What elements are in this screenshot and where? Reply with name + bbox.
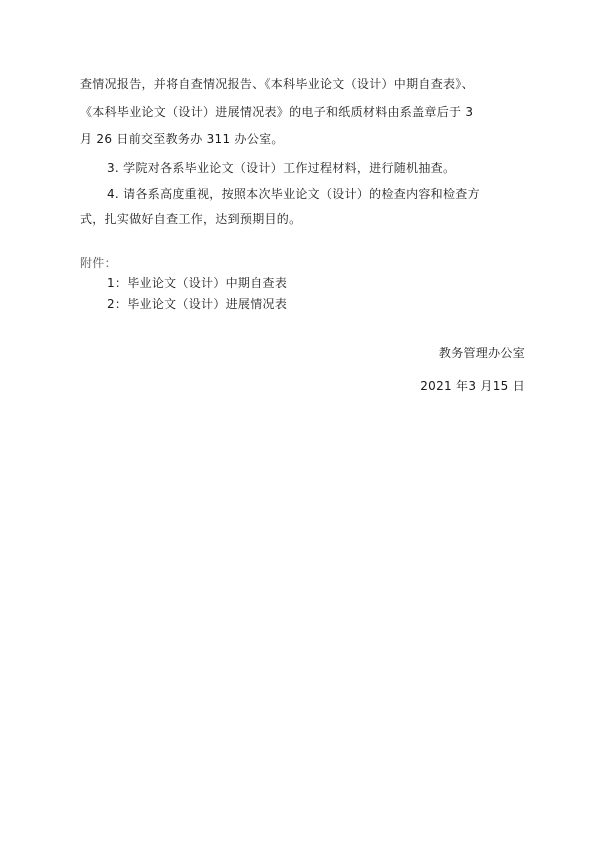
- body-text-line-3: 月 26 日前交至教务办 311 办公室。: [80, 132, 284, 146]
- attachments-label: 附件：: [80, 256, 117, 270]
- body-text-line-2: 《本科毕业论文（设计）进展情况表》的电子和纸质材料由系盖章后于 3: [80, 105, 474, 119]
- attachment-item-1: 1：毕业论文（设计）中期自查表: [107, 276, 288, 290]
- signature-office: 教务管理办公室: [438, 346, 525, 360]
- attachment-item-2: 2：毕业论文（设计）进展情况表: [107, 297, 288, 311]
- item-4-text-line-2: 式，扎实做好自查工作，达到预期目的。: [80, 212, 302, 226]
- item-4-text-line-1: 4. 请各系高度重视，按照本次毕业论文（设计）的检查内容和检查方: [107, 187, 480, 201]
- signature-date: 2021 年3 月15 日: [420, 379, 525, 393]
- item-3-text: 3. 学院对各系毕业论文（设计）工作过程材料，进行随机抽查。: [107, 161, 456, 175]
- body-text-line-1: 查情况报告，并将自查情况报告、《本科毕业论文（设计）中期自查表》、: [80, 77, 474, 91]
